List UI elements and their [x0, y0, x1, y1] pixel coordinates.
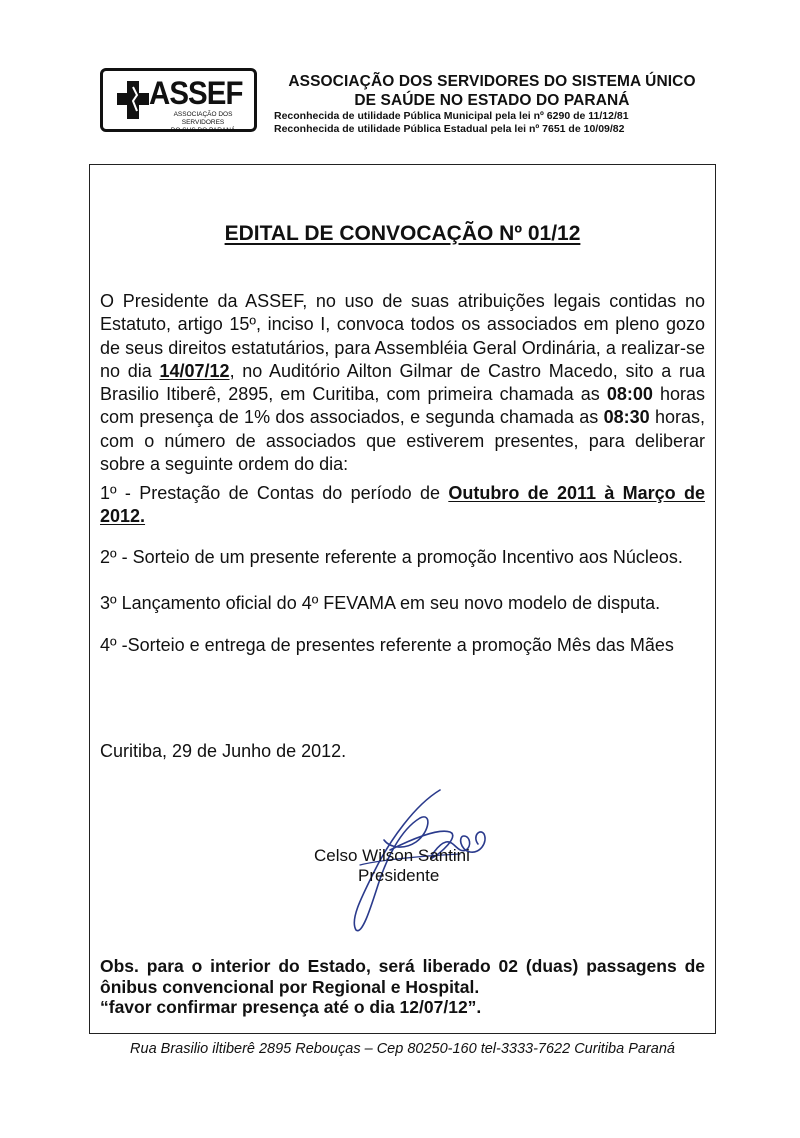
footer-address: Rua Brasilio iltiberê 2895 Rebouças – Cep 80250-160 tel-3333-7622 Curitiba Paraná: [130, 1041, 675, 1057]
agenda-item-4: 4º -Sorteio e entrega de presentes referente a promoção Mês das Mães: [100, 635, 674, 655]
document-title: EDITAL DE CONVOCAÇÃO Nº 01/12: [224, 222, 581, 245]
logo-subtitle: [153, 111, 253, 135]
intro-part-4: horas, com o número de associados que estiverem presentes, para deliberar sobre a seguinte ordem do dia:: [100, 407, 705, 475]
intro-part-1: O Presidente da ASSEF, no uso de suas atribuições legais contidas no Estatuto, artigo 15º, inciso I, convoca todos os associados em pleno gozo de seus direitos estatutários, para Assembléia Geral Ordinária, a realizar-se no dia: [100, 291, 705, 381]
agenda-item-3: 3º Lançamento oficial do 4º FEVAMA em seu novo modelo de disputa.: [100, 593, 661, 613]
signatory-block: [300, 846, 500, 886]
organization-header: [262, 72, 722, 136]
org-name-line-1: ASSOCIAÇÃO DOS SERVIDORES DO SISTEMA ÚNICO: [288, 73, 696, 90]
first-call-time: 08:00: [606, 384, 653, 405]
intro-paragraph: [100, 290, 705, 476]
confirmation-request: “favor confirmar presença até o dia 12/07/12”.: [100, 997, 482, 1017]
observation-note: [100, 956, 705, 1018]
intro-part-2: , no Auditório Ailton Gilmar de Castro Macedo, sito a rua Brasilio Itiberê, 2895, em Curitiba, com primeira chamada as: [100, 360, 705, 405]
observation-line: Obs. para o interior do Estado, será liberado 02 (duas) passagens de ônibus convencional por Regional e Hospital.: [100, 956, 705, 997]
logo-name: ASSEF: [149, 75, 243, 111]
signatory-name: Celso Wilson Santini: [314, 846, 470, 865]
signatory-role: Presidente: [358, 866, 440, 885]
second-call-time: 08:30: [603, 407, 650, 428]
recognition-state: Reconhecida de utilidade Pública Estadual pela lei nº 7651 de 10/09/82: [274, 123, 625, 135]
assef-logo: [100, 68, 257, 132]
intro-part-3: horas com presença de 1% dos associados, e segunda chamada as: [100, 384, 705, 428]
logo-sub-line-1: ASSOCIAÇÃO DOS SERVIDORES: [173, 111, 233, 126]
meeting-date: 14/07/12: [159, 360, 230, 381]
place-and-date: Curitiba, 29 de Junho de 2012.: [100, 741, 347, 761]
agenda-item-1: [100, 482, 705, 529]
agenda-item-2: 2º - Sorteio de um presente referente a promoção Incentivo aos Núcleos.: [100, 547, 683, 567]
accounts-period: Outubro de 2011 à Março de 2012.: [100, 483, 705, 527]
recognition-municipal: Reconhecida de utilidade Pública Municipal pela lei nº 6290 de 11/12/81: [274, 110, 629, 122]
org-name-line-2: DE SAÚDE NO ESTADO DO PARANÁ: [354, 92, 630, 109]
logo-sub-line-2: DO SUS DO PARANÁ: [170, 127, 236, 134]
agenda-item-1-text: 1º - Prestação de Contas do período de: [100, 483, 449, 503]
cross-icon: [117, 81, 149, 119]
